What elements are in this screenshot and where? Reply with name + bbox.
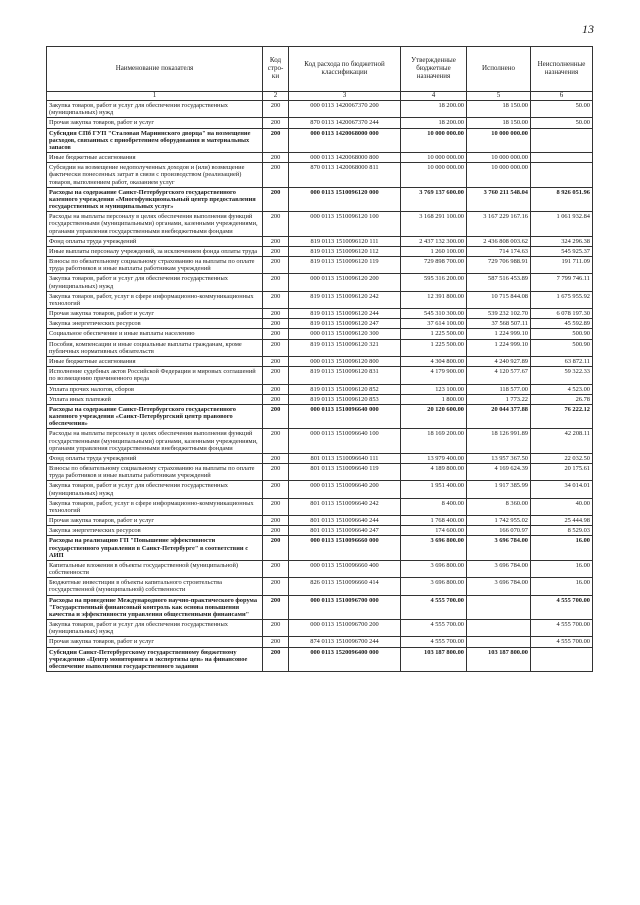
cell-approved: 595 316 200.00 — [401, 274, 467, 291]
cell-budget-code: 000 0113 1510096640 100 — [289, 429, 401, 454]
cell-line-code: 200 — [263, 560, 289, 577]
cell-line-code: 200 — [263, 356, 289, 366]
cell-budget-code: 000 0113 1510096120 800 — [289, 356, 401, 366]
cell-line-code: 200 — [263, 498, 289, 515]
cell-budget-code: 000 0113 1510096120 300 — [289, 329, 401, 339]
table-row — [47, 595, 593, 620]
cell-unexecuted: 25 444.98 — [531, 516, 593, 526]
table-header-row — [47, 47, 593, 92]
cell-executed: 18 150.00 — [467, 118, 531, 128]
cell-name: Расходы на выплаты персоналу в целях обеспечения выполнения функций государственными (муниципальными) органами, казенными учреждениями, органами управления государственными внебюджетными фондами — [47, 212, 263, 237]
cell-line-code: 200 — [263, 236, 289, 246]
table-row — [47, 101, 593, 118]
cell-budget-code: 819 0113 1510096120 242 — [289, 291, 401, 308]
cell-unexecuted: 4 555 700.00 — [531, 595, 593, 620]
cell-budget-code: 819 0113 1510096120 244 — [289, 309, 401, 319]
cell-executed: 1 224 999.10 — [467, 339, 531, 356]
header-code: Код стро-ки — [263, 47, 289, 92]
cell-name: Расходы на проведение Международного научно-практического форума "Государственный финансовый контроль как основа повышения качества и эффективности управления общественными финансами" — [47, 595, 263, 620]
cell-name: Субсидия СПб ГУП "Сталовая Мариинского дворца" на возмещение расходов, связанных с приобретением оборудования и материальных запасов — [47, 128, 263, 153]
cell-executed: 3 696 784.00 — [467, 560, 531, 577]
cell-name: Прочая закупка товаров, работ и услуг — [47, 516, 263, 526]
cell-line-code: 200 — [263, 153, 289, 163]
cell-executed — [467, 620, 531, 637]
table-row — [47, 212, 593, 237]
cell-approved: 20 120 600.00 — [401, 404, 467, 429]
cell-approved: 4 555 700.00 — [401, 595, 467, 620]
cell-name: Закупка товаров, работ, услуг в сфере информационно-коммуникационных технологий — [47, 498, 263, 515]
cell-line-code: 200 — [263, 128, 289, 153]
table-row — [47, 163, 593, 188]
cell-executed: 18 126 991.89 — [467, 429, 531, 454]
cell-line-code: 200 — [263, 118, 289, 128]
cell-unexecuted: 324 296.38 — [531, 236, 593, 246]
cell-approved: 1 225 500.00 — [401, 339, 467, 356]
cell-name: Субсидии на возмещение недополученных доходов и (или) возмещение фактически понесенных затрат в связи с производством (реализацией) товаров, выполнением работ, оказанием услуг — [47, 163, 263, 188]
table-row — [47, 128, 593, 153]
cell-line-code: 200 — [263, 536, 289, 561]
table-row — [47, 329, 593, 339]
cell-executed: 3 167 229 167.16 — [467, 212, 531, 237]
table-row — [47, 394, 593, 404]
cell-name: Закупка товаров, работ и услуг для обеспечения государственных (муниципальных) нужд — [47, 481, 263, 498]
cell-approved: 3 696 800.00 — [401, 578, 467, 595]
cell-unexecuted: 45 592.89 — [531, 319, 593, 329]
cell-budget-code: 819 0113 1510096120 831 — [289, 367, 401, 384]
table-row — [47, 257, 593, 274]
column-number: 6 — [531, 92, 593, 101]
cell-unexecuted: 59 322.33 — [531, 367, 593, 384]
cell-executed: 10 000 000.00 — [467, 153, 531, 163]
cell-approved: 18 169 200.00 — [401, 429, 467, 454]
cell-executed — [467, 595, 531, 620]
cell-approved: 4 555 700.00 — [401, 620, 467, 637]
cell-unexecuted: 8 529.03 — [531, 526, 593, 536]
cell-line-code: 200 — [263, 309, 289, 319]
cell-name: Расходы на выплаты персоналу в целях обеспечения выполнения функций государственными (муниципальными) органами, казенными учреждениями, органами управления государственными внебюджетными фондами — [47, 429, 263, 454]
cell-executed: 13 957 367.50 — [467, 453, 531, 463]
cell-name: Закупка товаров, работ, услуг в сфере информационно-коммуникационных технологий — [47, 291, 263, 308]
cell-budget-code: 801 0113 1510096640 119 — [289, 464, 401, 481]
cell-unexecuted — [531, 163, 593, 188]
cell-unexecuted: 63 872.11 — [531, 356, 593, 366]
cell-unexecuted: 20 175.61 — [531, 464, 593, 481]
cell-line-code: 200 — [263, 384, 289, 394]
cell-unexecuted: 4 555 700.00 — [531, 637, 593, 647]
header-unexecuted: Неисполненные назначения — [531, 47, 593, 92]
cell-line-code: 200 — [263, 339, 289, 356]
cell-line-code: 200 — [263, 526, 289, 536]
cell-line-code: 200 — [263, 101, 289, 118]
table-row — [47, 560, 593, 577]
cell-budget-code: 000 0113 1420068000 000 — [289, 128, 401, 153]
table-row — [47, 384, 593, 394]
cell-approved: 8 400.00 — [401, 498, 467, 515]
cell-line-code: 200 — [263, 637, 289, 647]
cell-approved: 4 189 800.00 — [401, 464, 467, 481]
cell-line-code: 200 — [263, 274, 289, 291]
cell-budget-code: 819 0113 1510096120 112 — [289, 246, 401, 256]
cell-approved: 10 000 000.00 — [401, 153, 467, 163]
cell-name: Прочая закупка товаров, работ и услуг — [47, 118, 263, 128]
cell-name: Иные бюджетные ассигнования — [47, 356, 263, 366]
cell-line-code: 200 — [263, 429, 289, 454]
cell-unexecuted: 50.00 — [531, 118, 593, 128]
table-row — [47, 236, 593, 246]
cell-unexecuted — [531, 647, 593, 672]
cell-budget-code: 870 0113 1420067370 244 — [289, 118, 401, 128]
cell-line-code: 200 — [263, 481, 289, 498]
cell-unexecuted: 16.00 — [531, 536, 593, 561]
cell-line-code: 200 — [263, 212, 289, 237]
cell-approved: 174 600.00 — [401, 526, 467, 536]
cell-name: Закупка товаров, работ и услуг для обеспечения государственных (муниципальных) нужд — [47, 620, 263, 637]
cell-unexecuted: 22 032.50 — [531, 453, 593, 463]
column-number: 5 — [467, 92, 531, 101]
cell-approved: 18 200.00 — [401, 118, 467, 128]
cell-executed: 8 360.00 — [467, 498, 531, 515]
cell-approved: 4 304 800.00 — [401, 356, 467, 366]
cell-line-code: 200 — [263, 163, 289, 188]
table-row — [47, 339, 593, 356]
cell-budget-code: 000 0113 1510096700 200 — [289, 620, 401, 637]
cell-unexecuted: 500.90 — [531, 339, 593, 356]
cell-line-code: 200 — [263, 291, 289, 308]
cell-budget-code: 801 0113 1510096640 247 — [289, 526, 401, 536]
cell-approved: 1 800.00 — [401, 394, 467, 404]
table-row — [47, 620, 593, 637]
cell-executed: 103 187 800.00 — [467, 647, 531, 672]
cell-approved: 1 768 400.00 — [401, 516, 467, 526]
header-approved: Утвержденные бюджетные назначения — [401, 47, 467, 92]
cell-name: Бюджетные инвестиции в объекты капитального строительства государственной (муниципальной) собственности — [47, 578, 263, 595]
cell-line-code: 200 — [263, 516, 289, 526]
cell-name: Субсидии Санкт-Петербургскому государственному бюджетному учреждению «Центр мониторинга и экспертизы цен» на финансовое обеспечение выполнения государственного задания — [47, 647, 263, 672]
cell-line-code: 200 — [263, 246, 289, 256]
cell-executed: 1 224 999.10 — [467, 329, 531, 339]
budget-execution-table-container — [46, 46, 592, 672]
table-body — [47, 101, 593, 672]
cell-name: Прочая закупка товаров, работ и услуг — [47, 637, 263, 647]
cell-approved: 103 187 800.00 — [401, 647, 467, 672]
cell-budget-code: 801 0113 1510096640 244 — [289, 516, 401, 526]
cell-name: Закупка энергетических ресурсов — [47, 526, 263, 536]
cell-line-code: 200 — [263, 464, 289, 481]
table-row — [47, 637, 593, 647]
cell-unexecuted: 191 711.09 — [531, 257, 593, 274]
cell-approved: 12 391 800.00 — [401, 291, 467, 308]
cell-line-code: 200 — [263, 394, 289, 404]
cell-budget-code: 000 0113 1510096120 000 — [289, 187, 401, 212]
cell-line-code: 200 — [263, 319, 289, 329]
page-number: 13 — [582, 22, 594, 36]
cell-budget-code: 000 0113 1520096400 000 — [289, 647, 401, 672]
column-number-row — [47, 92, 593, 101]
cell-executed: 729 706 988.91 — [467, 257, 531, 274]
cell-executed: 18 150.00 — [467, 101, 531, 118]
cell-budget-code: 000 0113 1510096640 200 — [289, 481, 401, 498]
table-row — [47, 118, 593, 128]
column-number: 3 — [289, 92, 401, 101]
cell-line-code: 200 — [263, 453, 289, 463]
cell-budget-code: 000 0113 1510096660 400 — [289, 560, 401, 577]
cell-executed: 10 000 000.00 — [467, 128, 531, 153]
cell-executed: 166 070.97 — [467, 526, 531, 536]
cell-executed: 10 000 000.00 — [467, 163, 531, 188]
table-row — [47, 367, 593, 384]
table-row — [47, 153, 593, 163]
cell-executed: 20 044 377.88 — [467, 404, 531, 429]
cell-approved: 1 225 500.00 — [401, 329, 467, 339]
cell-approved: 545 310 300.00 — [401, 309, 467, 319]
cell-budget-code: 819 0113 1510096120 321 — [289, 339, 401, 356]
cell-executed: 3 696 784.00 — [467, 536, 531, 561]
cell-budget-code: 000 0113 1510096120 100 — [289, 212, 401, 237]
cell-approved: 4 555 700.00 — [401, 637, 467, 647]
table-row — [47, 536, 593, 561]
table-row — [47, 319, 593, 329]
column-number: 1 — [47, 92, 263, 101]
cell-approved: 3 696 800.00 — [401, 560, 467, 577]
cell-name: Фонд оплаты труда учреждений — [47, 453, 263, 463]
table-row — [47, 309, 593, 319]
cell-budget-code: 819 0113 1510096120 111 — [289, 236, 401, 246]
cell-name: Иные бюджетные ассигнования — [47, 153, 263, 163]
cell-name: Исполнение судебных актов Российской Федерации и мировых соглашений по возмещению причиненного вреда — [47, 367, 263, 384]
cell-name: Расходы на содержание Санкт-Петербургского государственного казенного учреждения «Санкт-Петербургский центр правового обеспечения» — [47, 404, 263, 429]
table-row — [47, 404, 593, 429]
cell-budget-code: 826 0113 1510096660 414 — [289, 578, 401, 595]
cell-executed: 4 120 577.67 — [467, 367, 531, 384]
budget-execution-table — [46, 46, 593, 672]
cell-name: Социальное обеспечение и иные выплаты населению — [47, 329, 263, 339]
cell-approved: 4 179 900.00 — [401, 367, 467, 384]
cell-approved: 10 000 000.00 — [401, 128, 467, 153]
column-number: 4 — [401, 92, 467, 101]
cell-line-code: 200 — [263, 595, 289, 620]
cell-executed: 3 760 211 548.04 — [467, 187, 531, 212]
cell-name: Закупка энергетических ресурсов — [47, 319, 263, 329]
cell-name: Расходы на содержание Санкт-Петербургского государственного казенного учреждения «Многофункциональный центр предоставления государственных и муниципальных услуг» — [47, 187, 263, 212]
cell-line-code: 200 — [263, 647, 289, 672]
cell-approved: 3 769 137 600.00 — [401, 187, 467, 212]
table-row — [47, 274, 593, 291]
cell-budget-code: 000 0113 1510096120 200 — [289, 274, 401, 291]
table-row — [47, 453, 593, 463]
cell-executed: 1 917 385.99 — [467, 481, 531, 498]
cell-approved: 1 260 100.00 — [401, 246, 467, 256]
cell-budget-code: 870 0113 1420068000 811 — [289, 163, 401, 188]
cell-budget-code: 000 0113 1420067370 200 — [289, 101, 401, 118]
table-row — [47, 516, 593, 526]
cell-line-code: 200 — [263, 187, 289, 212]
cell-budget-code: 819 0113 1510096120 852 — [289, 384, 401, 394]
cell-unexecuted: 50.00 — [531, 101, 593, 118]
cell-line-code: 200 — [263, 620, 289, 637]
table-row — [47, 356, 593, 366]
header-executed: Исполнено — [467, 47, 531, 92]
cell-approved: 1 951 400.00 — [401, 481, 467, 498]
cell-approved: 123 100.00 — [401, 384, 467, 394]
cell-executed: 1 773.22 — [467, 394, 531, 404]
cell-name: Уплата иных платежей — [47, 394, 263, 404]
cell-budget-code: 000 0113 1510096640 000 — [289, 404, 401, 429]
cell-budget-code: 874 0113 1510096700 244 — [289, 637, 401, 647]
cell-unexecuted: 34 014.01 — [531, 481, 593, 498]
cell-name: Расходы на реализацию ГП "Повышение эффективности государственного управления в Санкт-Петербурге" в соответствии с АИП — [47, 536, 263, 561]
cell-unexecuted: 4 555 700.00 — [531, 620, 593, 637]
cell-approved: 3 696 800.00 — [401, 536, 467, 561]
table-row — [47, 187, 593, 212]
cell-approved: 10 000 000.00 — [401, 163, 467, 188]
cell-name: Капитальные вложения в объекты государственной (муниципальной) собственности — [47, 560, 263, 577]
cell-executed: 1 742 955.02 — [467, 516, 531, 526]
cell-unexecuted: 76 222.12 — [531, 404, 593, 429]
cell-name: Закупка товаров, работ и услуг для обеспечения государственных (муниципальных) нужд — [47, 101, 263, 118]
cell-name: Прочая закупка товаров, работ и услуг — [47, 309, 263, 319]
cell-unexecuted: 16.00 — [531, 578, 593, 595]
cell-name: Закупка товаров, работ и услуг для обеспечения государственных (муниципальных) нужд — [47, 274, 263, 291]
cell-line-code: 200 — [263, 404, 289, 429]
cell-executed: 37 568 507.11 — [467, 319, 531, 329]
table-row — [47, 429, 593, 454]
header-name: Наименование показателя — [47, 47, 263, 92]
cell-unexecuted: 1 061 932.84 — [531, 212, 593, 237]
cell-budget-code: 819 0113 1510096120 247 — [289, 319, 401, 329]
cell-budget-code: 000 0113 1510096660 000 — [289, 536, 401, 561]
table-row — [47, 246, 593, 256]
cell-unexecuted: 26.78 — [531, 394, 593, 404]
cell-approved: 37 614 100.00 — [401, 319, 467, 329]
cell-unexecuted: 40.00 — [531, 498, 593, 515]
cell-executed — [467, 637, 531, 647]
cell-unexecuted: 1 675 955.92 — [531, 291, 593, 308]
cell-name: Взносы по обязательному социальному страхованию на выплаты по оплате труда работников и иные выплаты работникам учреждений — [47, 464, 263, 481]
cell-executed: 10 715 844.08 — [467, 291, 531, 308]
cell-unexecuted: 6 078 197.30 — [531, 309, 593, 319]
table-row — [47, 526, 593, 536]
cell-line-code: 200 — [263, 367, 289, 384]
cell-name: Фонд оплаты труда учреждений — [47, 236, 263, 246]
cell-name: Взносы по обязательному социальному страхованию на выплаты по оплате труда работников и иные выплаты работникам учреждений — [47, 257, 263, 274]
cell-unexecuted: 16.00 — [531, 560, 593, 577]
cell-line-code: 200 — [263, 257, 289, 274]
cell-executed: 587 516 453.89 — [467, 274, 531, 291]
cell-name: Уплата прочих налогов, сборов — [47, 384, 263, 394]
cell-executed: 539 232 102.70 — [467, 309, 531, 319]
cell-unexecuted: 4 523.00 — [531, 384, 593, 394]
cell-name: Пособия, компенсации и иные социальные выплаты гражданам, кроме публичных нормативных обязательств — [47, 339, 263, 356]
cell-budget-code: 801 0113 1510096640 242 — [289, 498, 401, 515]
cell-approved: 729 898 700.00 — [401, 257, 467, 274]
cell-budget-code: 000 0113 1510096700 000 — [289, 595, 401, 620]
cell-unexecuted: 545 925.37 — [531, 246, 593, 256]
cell-name: Иные выплаты персоналу учреждений, за исключением фонда оплаты труда — [47, 246, 263, 256]
cell-executed: 4 169 624.39 — [467, 464, 531, 481]
cell-unexecuted: 42 208.11 — [531, 429, 593, 454]
cell-line-code: 200 — [263, 578, 289, 595]
cell-approved: 18 200.00 — [401, 101, 467, 118]
column-number: 2 — [263, 92, 289, 101]
cell-executed: 4 240 927.89 — [467, 356, 531, 366]
cell-budget-code: 819 0113 1510096120 119 — [289, 257, 401, 274]
cell-approved: 2 437 132 300.00 — [401, 236, 467, 246]
cell-executed: 714 174.63 — [467, 246, 531, 256]
cell-budget-code: 000 0113 1420068000 800 — [289, 153, 401, 163]
cell-unexecuted: 7 799 746.11 — [531, 274, 593, 291]
table-row — [47, 291, 593, 308]
header-kbk: Код расхода по бюджетной классификации — [289, 47, 401, 92]
cell-budget-code: 819 0113 1510096120 853 — [289, 394, 401, 404]
cell-unexecuted — [531, 153, 593, 163]
table-row — [47, 578, 593, 595]
table-row — [47, 498, 593, 515]
table-row — [47, 464, 593, 481]
cell-executed: 2 436 808 003.62 — [467, 236, 531, 246]
cell-unexecuted: 500.90 — [531, 329, 593, 339]
cell-approved: 13 979 400.00 — [401, 453, 467, 463]
cell-unexecuted: 8 926 051.96 — [531, 187, 593, 212]
cell-budget-code: 801 0113 1510096640 111 — [289, 453, 401, 463]
cell-executed: 118 577.00 — [467, 384, 531, 394]
cell-unexecuted — [531, 128, 593, 153]
cell-executed: 3 696 784.00 — [467, 578, 531, 595]
cell-approved: 3 168 291 100.00 — [401, 212, 467, 237]
table-row — [47, 481, 593, 498]
table-row — [47, 647, 593, 672]
cell-line-code: 200 — [263, 329, 289, 339]
